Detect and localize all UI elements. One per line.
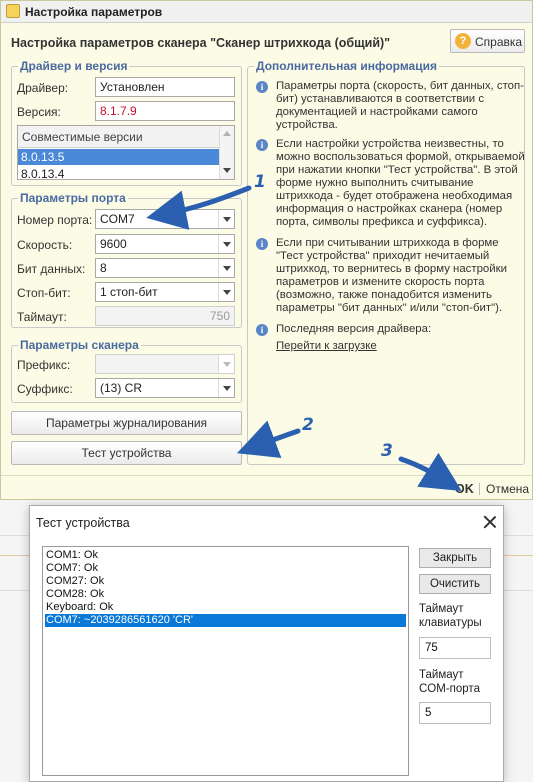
info-text: Параметры порта (скорость, бит данных, стоп-бит) устанавливаются в соответствии с документацией и настройками самого устройства. xyxy=(276,80,524,131)
prefix-label: Префикс: xyxy=(17,358,71,372)
data-bits-label: Бит данных: xyxy=(17,262,86,276)
info-panel-title: Дополнительная информация xyxy=(256,59,437,73)
clear-button[interactable]: Очистить xyxy=(419,574,491,594)
help-button[interactable] xyxy=(450,29,525,53)
divider xyxy=(479,483,480,495)
info-icon: i xyxy=(256,238,268,250)
chevron-down-icon[interactable] xyxy=(218,259,234,277)
version-label: Версия: xyxy=(17,105,61,119)
suffix-select[interactable] xyxy=(95,378,235,398)
window-title: Настройка параметров xyxy=(25,5,163,19)
port-label: Номер порта: xyxy=(17,213,93,227)
driver-label: Драйвер: xyxy=(17,81,69,95)
title-bar xyxy=(1,1,532,23)
close-button[interactable]: Закрыть xyxy=(419,548,491,568)
speed-label: Скорость: xyxy=(17,238,73,252)
compatible-versions-list[interactable] xyxy=(17,125,235,180)
info-icon: i xyxy=(256,324,268,336)
list-item[interactable]: COM7: Ok xyxy=(46,562,98,574)
chevron-down-icon[interactable] xyxy=(218,283,234,301)
list-item[interactable]: Keyboard: Ok xyxy=(46,601,114,613)
list-item[interactable]: 8.0.13.4 xyxy=(21,167,65,180)
logging-settings-button[interactable]: Параметры журналирования xyxy=(11,411,242,435)
compatible-versions-header: Совместимые версии xyxy=(18,126,219,148)
additional-info-panel xyxy=(247,59,525,465)
chevron-down-icon[interactable] xyxy=(218,235,234,253)
port-select[interactable] xyxy=(95,209,235,229)
annotation-number-3: 3 xyxy=(381,441,393,461)
scanner-group-title: Параметры сканера xyxy=(20,338,139,352)
suffix-select-value: (13) CR xyxy=(100,381,143,395)
form-title: Настройка параметров сканера "Сканер штрихкода (общий)" xyxy=(11,36,391,50)
list-item[interactable]: COM27: Ok xyxy=(46,575,105,587)
data-bits-select-value: 8 xyxy=(100,261,107,275)
info-text: Если при считывании штрихкода в форме "Тест устройства" приходит нечитаемый штрихкод, то вернитесь в форму настройки параметров и измените скорость порта (возможно, также понадобится изменить параметры "бит данных" и/или "стоп-бит"). xyxy=(276,237,507,314)
stop-bits-label: Стоп-бит: xyxy=(17,286,71,300)
com-timeout-label: Таймаут COM-порта xyxy=(419,669,480,695)
cancel-button[interactable]: Отмена xyxy=(486,482,530,496)
stop-bits-select-value: 1 стоп-бит xyxy=(100,285,158,299)
driver-field[interactable]: Установлен xyxy=(95,77,235,97)
speed-select[interactable] xyxy=(95,234,235,254)
list-scrollbar[interactable] xyxy=(219,126,234,179)
dialog-title: Тест устройства xyxy=(36,516,130,530)
timeout-field: 750 xyxy=(95,306,235,326)
annotation-number-2: 2 xyxy=(302,415,314,435)
data-bits-select[interactable] xyxy=(95,258,235,278)
chevron-down-icon[interactable] xyxy=(218,210,234,228)
ok-button[interactable]: OK xyxy=(455,482,474,496)
test-device-button[interactable]: Тест устройства xyxy=(11,441,242,465)
test-device-dialog xyxy=(29,505,504,782)
keyboard-timeout-input[interactable]: 75 xyxy=(419,637,491,659)
scroll-up-icon[interactable] xyxy=(223,131,231,136)
list-item-selected[interactable]: COM7: ~2039286561620 'CR' xyxy=(45,614,406,627)
suffix-label: Суффикс: xyxy=(17,382,73,396)
info-text: Последняя версия драйвера: xyxy=(276,323,432,335)
info-icon: i xyxy=(256,81,268,93)
annotation-number-1: 1 xyxy=(254,172,266,192)
speed-select-value: 9600 xyxy=(100,237,127,251)
close-icon[interactable] xyxy=(483,515,497,529)
port-select-value: COM7 xyxy=(100,212,135,226)
scroll-down-icon[interactable] xyxy=(223,168,231,173)
help-icon: ? xyxy=(455,33,471,49)
chevron-down-icon xyxy=(218,355,234,373)
list-item[interactable]: COM28: Ok xyxy=(46,588,105,600)
driver-group-title: Драйвер и версия xyxy=(20,59,128,73)
version-field[interactable]: 8.1.7.9 xyxy=(95,101,235,121)
help-button-label: Справка xyxy=(475,35,523,49)
download-link[interactable]: Перейти к загрузке xyxy=(276,340,377,352)
com-timeout-input[interactable]: 5 xyxy=(419,702,491,724)
info-icon: i xyxy=(256,139,268,151)
bottom-bar xyxy=(1,475,532,500)
chevron-down-icon[interactable] xyxy=(218,379,234,397)
keyboard-timeout-label: Таймаут клавиатуры xyxy=(419,603,482,629)
list-item[interactable]: 8.0.13.5 xyxy=(18,149,219,165)
prefix-select xyxy=(95,354,235,374)
list-item[interactable]: COM1: Ok xyxy=(46,549,98,561)
app-icon xyxy=(6,4,20,18)
timeout-label: Таймаут: xyxy=(17,310,67,324)
stop-bits-select[interactable] xyxy=(95,282,235,302)
info-text: Если настройки устройства неизвестны, то можно воспользоваться формой, открываемой при нажатии кнопки "Тест устройства". В этой форме нужно выполнить считывание штрихкода - будет отображена необходимая информация о настройках сканера (номер порта, символы префикса и суффикса). xyxy=(276,138,525,228)
test-log-list[interactable] xyxy=(42,546,409,776)
port-group-title: Параметры порта xyxy=(20,191,126,205)
